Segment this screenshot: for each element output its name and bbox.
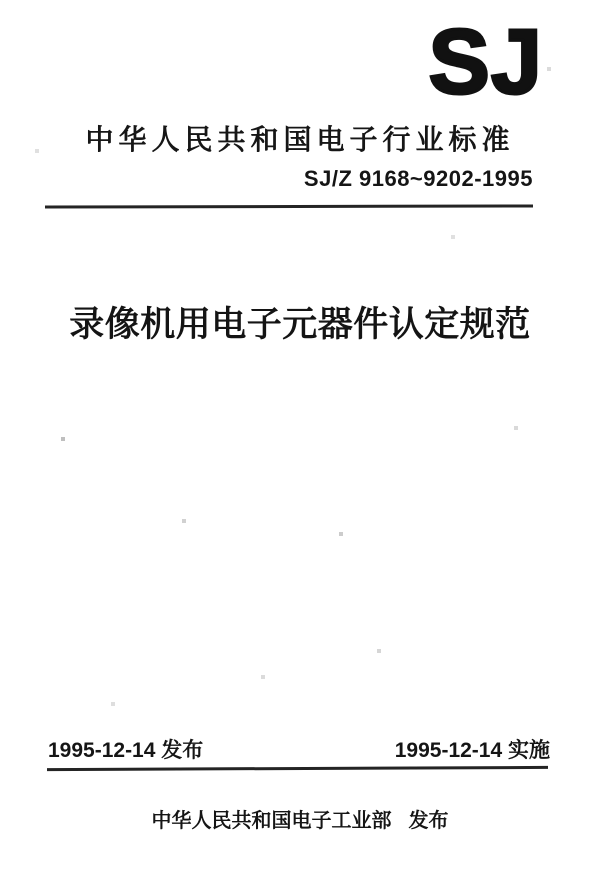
header-divider [45, 204, 533, 208]
document-title: 录像机用电子元器件认定规范 [69, 305, 531, 344]
footer-divider [47, 766, 548, 771]
standard-name: 中华人民共和国电子行业标准 [85, 124, 515, 155]
implement-date: 1995-12-14 实施 [394, 739, 550, 762]
issue-date: 1995-12-14 发布 [48, 739, 204, 762]
standard-number: SJ/Z 9168~9202-1995 [303, 166, 533, 191]
dates-row [48, 734, 550, 764]
publisher-name: 中华人民共和国电子工业部 [151, 810, 392, 832]
scan-noise [0, 0, 2, 2]
publisher-action: 发布 [408, 810, 449, 832]
publisher-line [0, 804, 600, 833]
sj-logo: SJ [428, 11, 543, 113]
